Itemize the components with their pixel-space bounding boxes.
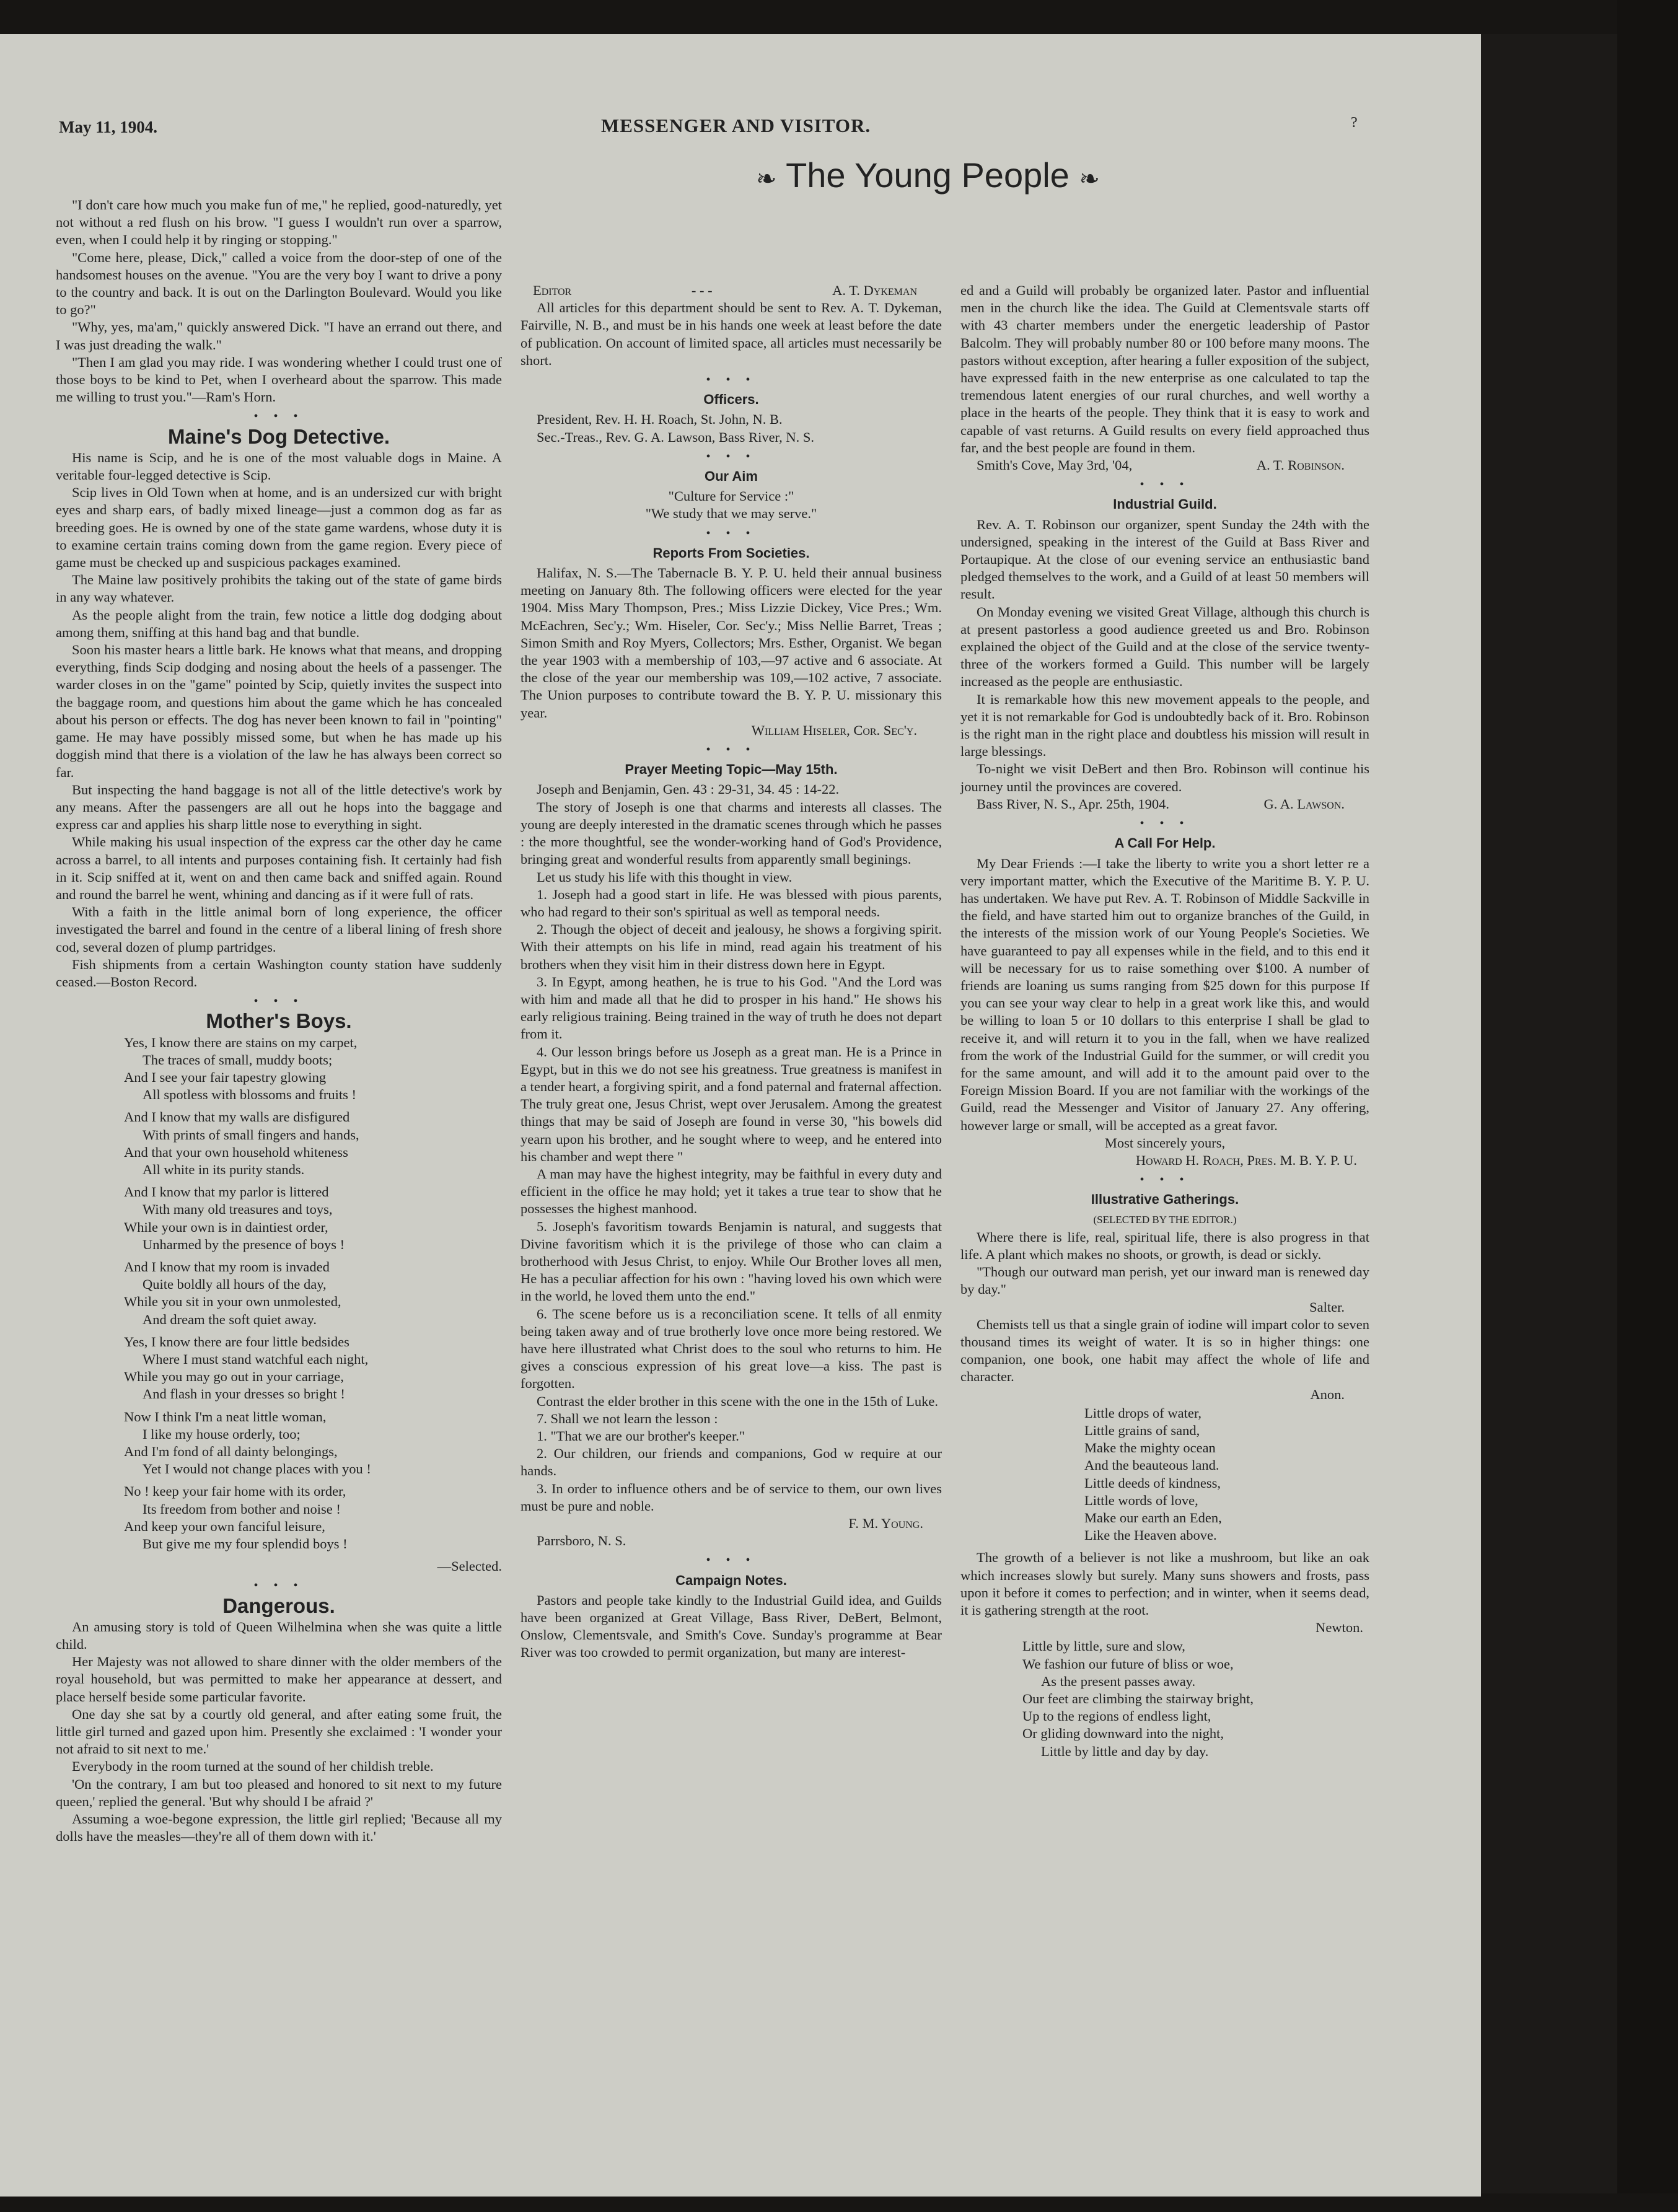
poem-line: And I see your fair tapestry glowing [124,1069,327,1085]
paragraph: Fish shipments from a certain Washington county station have suddenly ceased.—Boston Record. [56,956,502,990]
paragraph: With a faith in the little animal born of long experience, the officer investigated the barrel and found in the centre of a liberal lining of fresh shore cod, several dozen of plump partridges. [56,904,502,955]
poem-line: We fashion our future of bliss or woe, [1022,1656,1234,1672]
paragraph: 2. Though the object of deceit and jealousy, he shows a forgiving spirit. With their attempts on his life in mind, read again his treatment of his brothers when they visit him in their distress down here in Egypt. [521,921,942,972]
poem-line: And I'm fond of all dainty belongings, [124,1444,338,1460]
officer-line: Sec.-Treas., Rev. G. A. Lawson, Bass River, N. S. [537,429,815,445]
officer-line: President, Rev. H. H. Roach, St. John, N. B. [537,411,783,428]
paragraph: Soon his master hears a little bark. He knows what that means, and dropping everything, finds Scip dodging and nosing about the heels of a passenger. The warder closes in on the "game" pointed by Scip, quietly invites the suspect into the baggage room, and questions him about the game which he has concealed about his person or effects. The dog has never been known to fail in "pointing" game. He may have possibly missed some, but when he has made up his doggish mind that there is a violation of the law he has always been correct so far. [56,642,502,780]
signature-place: Smith's Cove, May 3rd, '04, [977,457,1133,473]
poem-mothers-boys [56,1034,502,1553]
signature-place: Bass River, N. S., Apr. 25th, 1904. [977,796,1169,812]
paragraph: 'On the contrary, I am but too pleased and honored to sit next to my future queen,' replied the general. 'But why should I be afraid ?' [56,1776,502,1809]
campaign-continued: ed and a Guild will probably be organized later. Pastor and influential men in the church like the idea. The Guild at Clementsvale starts off with 43 charter members under the energetic leadership of Pastor Balcolm. They will probably number 80 or 100 before many moons. The pastors without exception, after hearing a fuller exposition of the subject, have expressed faith in the new enterprise as one calculated to tap the tremendous latent energies of our rural churches, and well worthy a place in the hearts of the people. They think that it is easy to work and capable of vast returns. A Guild results on every field approached thus far, and the best people are found in them. [960,283,1369,455]
poem-line: No ! keep your fair home with its order, [124,1483,346,1499]
separator-stars: • • • [1140,1173,1190,1187]
separator-stars: • • • [706,526,757,540]
paragraph: Assuming a woe-begone expression, the little girl replied; 'Because all my dolls have the measles—they're all of them down with it.' [56,1811,502,1845]
paragraph: 3. In order to influence others and be of service to them, our own lives must be pure and noble. [521,1480,942,1514]
scan-border-right [1617,0,1678,2212]
poem-line: And that your own household whiteness [124,1144,348,1160]
page-mark: ? [1351,115,1358,131]
paragraph: To-night we visit DeBert and then Bro. Robinson will continue his journey until the provinces are covered. [960,761,1369,794]
poem-line: Up to the regions of endless light, [1022,1708,1211,1724]
paragraph: "Why, yes, ma'am," quickly answered Dick. "I have an errand out there, and I was just dreading the walk." [56,319,502,353]
poem-line: The traces of small, muddy boots; [143,1051,333,1068]
poem-line: Its freedom from bother and noise ! [143,1501,341,1517]
help-title: A Call For Help. [1114,835,1216,851]
paragraph: Everybody in the room turned at the sound of her childish treble. [72,1758,434,1775]
paragraph: One day she sat by a courtly old general, and after eating some fruit, the little girl turned and gazed upon him. Presently she exclaimed : 'I wonder your not afraid to sit next to me.' [56,1706,502,1757]
aim-title: Our Aim [705,468,758,485]
poem-stanza [124,1333,502,1403]
prayer-reference: Joseph and Benjamin, Gen. 43 : 29-31, 34. 45 : 14-22. [537,781,840,797]
section-title [756,155,1100,195]
paragraph: A man may have the highest integrity, may be faithful in every duty and efficient in the office he may hold; yet it takes a true tear to show that he possesses the highest manhood. [521,1165,942,1217]
poem-line: And I know that my parlor is littered [124,1184,329,1200]
paragraph: 4. Our lesson brings before us Joseph as a great man. He is a Prince in Egypt, but in this we do not see his greatness. True greatness is manifest in a tender heart, a forgiving spirit, and a fond paternal and fraternal affection. The truly great one, Jesus Christ, wept over Jerusalem. Among the greatest things that may be said of Joseph are found in verse 30, "his bowels did yearn upon his brother, and he sought where to weep, and he entered into his chamber and wept there " [521,1043,942,1164]
reports-text: Halifax, N. S.—The Tabernacle B. Y. P. U. held their annual business meeting on January 8th. The following officers were elected for the year 1904. Miss Mary Thompson, Pres.; Miss Lizzie Dickey, Vice Pres.; Wm. McEachren, Sec'y.; Wm. Hiseler, Cor. Sec'y.; Miss Nellie Barret, Treas ; Simon Smith and Roy Myers, Collectors; Mrs. Esther, Organist. We began the year 1903 with a membership of 103,—97 active and 6 associate. At the close of the year our membership was 109,—102 active, 7 associate. The Union purposes to contribute toward the B. Y. P. U. missionary this year. [521,565,942,721]
prayer-title: Prayer Meeting Topic—May 15th. [625,761,838,778]
poem-line: And flash in your dresses so bright ! [143,1386,345,1402]
column-left [56,196,502,1845]
paragraph: "Come here, please, Dick," called a voice from the door-step of one of the handsomest houses on the avenue. "You are the very boy I want to drive a pony to the country and back. It is out on the Darlington Boulevard. Would you like to go?" [56,249,502,318]
poem-line: Make the mighty ocean [1084,1440,1216,1456]
poem-line: Quite boldly all hours of the day, [143,1276,327,1293]
poem-line: And the beauteous land. [1084,1457,1219,1473]
article-title-boys: Mother's Boys. [206,1009,352,1033]
separator-stars: • • • [706,743,757,757]
paragraph: 5. Joseph's favoritism towards Benjamin is natural, and suggests that Divine favoritism which it is the privilege of those who can claim a brotherhood with Jesus Christ, to enjoy. While Our Brother loves all men, He has a peculiar affection for his own : "having loved his own which were in the world, he loved them unto the end." [521,1218,942,1304]
scan-border-top [0,0,1678,34]
paragraph: 1. Joseph had a good start in life. He was blessed with pious parents, who had regard to their son's spiritual as well as temporal needs. [521,886,942,919]
campaign-title: Campaign Notes. [675,1572,787,1588]
poem-stanza [124,1108,502,1178]
article-title-dog: Maine's Dog Detective. [167,424,390,448]
masthead: MESSENGER AND VISITOR. [601,115,871,136]
poem-stanza [124,1483,502,1553]
editor-line [521,282,942,299]
paragraph: His name is Scip, and he is one of the most valuable dogs in Maine. A veritable four-legged detective is Scip. [56,449,502,483]
campaign-signature [960,457,1369,474]
illustrative-subtitle: (SELECTED BY THE EDITOR.) [1093,1213,1237,1226]
poem-line: Little by little, sure and slow, [1022,1638,1185,1654]
help-closing: Most sincerely yours, [1104,1135,1226,1151]
paragraph: Rev. A. T. Robinson our organizer, spent Sunday the 24th with the undersigned, speaking in the interest of the Guild at Bass River and Portaupique. At the close of our evening service an enthusiastic band pledged themselves to the work, and a Guild of at least 50 members will result. [960,516,1369,602]
paragraph: On Monday evening we visited Great Village, although this church is at present pastorless a good audience greeted us and Bro. Robinson explained the object of the Guild and at the close of the service twenty-three of the workers formed a Guild. This number will be largely increased as the people are enthusiastic. [960,603,1369,690]
column-middle [521,282,942,1662]
issue-date: May 11, 1904. [59,118,157,136]
poem-line: Little grains of sand, [1084,1423,1200,1438]
poem-line: While your own is in daintiest order, [124,1219,328,1235]
prayer-place: Parrsboro, N. S. [537,1533,626,1549]
editor-note: All articles for this department should be sent to Rev. A. T. Dykeman, Fairville, N. B., and must be in his hands one week at least before the date of publication. On account of limited space, all articles must necessarily be short. [521,300,942,368]
poem-stanza [124,1183,502,1253]
poem-line: And dream the soft quiet away. [143,1311,317,1327]
paragraph: "I don't care how much you make fun of me," he replied, good-naturedly, yet not without a red flush on his brow. "I guess I wouldn't run over a sparrow, even, when I could help it by ringing or stopping." [56,197,502,248]
separator-stars: • • • [706,449,757,463]
paragraph: As the people alight from the train, few notice a little dog dodging about among them, sniffing at this hand bag and that bundle. [56,607,502,640]
poem-stanza [124,1034,502,1104]
separator-stars: • • • [706,373,757,387]
paragraph: Chemists tell us that a single grain of iodine will impart color to seven thousand times its weight of water. It is so in higher things: one companion, one book, one habit may affect the whole of life and character. [960,1316,1369,1385]
poem-line: All spotless with blossoms and fruits ! [143,1087,357,1103]
poem-line: With many old treasures and toys, [143,1201,333,1218]
paragraph: 6. The scene before us is a reconciliation scene. It tells of all enmity being taken away and of true brotherly love once more being restored. We have here illustrated what Christ does to the soul who returns to him. He gives a conscious expression of his great love—a kiss. The past is forgotten. [521,1306,942,1392]
paragraph: An amusing story is told of Queen Wilhelmina when she was quite a little child. [56,1618,502,1652]
poem-stanza [124,1408,502,1478]
poem-line: Make our earth an Eden, [1084,1510,1222,1526]
poem-line: And keep your own fanciful leisure, [124,1518,325,1534]
poem-line: Little words of love, [1084,1492,1198,1508]
campaign-text: Pastors and people take kindly to the Industrial Guild idea, and Guilds have been organized at Great Village, Bass River, DeBert, Belmont, Onslow, Clementsvale, and Smith's Cove. Sunday's programme at Bear River was too crowded to permit organization, but many are interest- [521,1592,942,1661]
paragraph: The Maine law positively prohibits the taking out of the state of game birds in any way whatever. [56,572,502,605]
newspaper-page [0,34,1481,2197]
paragraph: Contrast the elder brother in this scene with the one in the 15th of Luke. [537,1393,938,1409]
separator-stars: • • • [1140,478,1190,492]
poem-line: Yes, I know there are stains on my carpet, [124,1034,358,1050]
help-text: My Dear Friends :—I take the liberty to write you a short letter re a very important matter, which the Executive of the Maritime B. Y. P. U. has undertaken. We have put Rev. A. T. Robinson of Middle Sackville in the field, and have started him out to organize branches of the Guild, in the interests of the mission work of our Young People's Societies. We have guaranteed to pay all expenses while in the field, and to this end it will be necessary for us to raise something over $100. A number of friends are loaning us sums ranging from $25 down for this purpose If you can see your way clear to help in a great work like this, and would be willing to loan 5 or 10 dollars to this enterprise I shall be glad to receive it, and will return it to you in the fall, when we have realized from the work of the Industrial Guild for the summer, or will credit you for the same amount, and will add it to the amount paid over to the Foreign Mission Board. If you are not familiar with the workings of the Guild, read the Messenger and Visitor of January 27. Any offering, however large or small, will be accepted as a great favor. [960,855,1369,1133]
aim-line: "We study that we may serve." [645,506,817,522]
paragraph: Let us study his life with this thought in view. [537,869,793,885]
poem-little-drops [960,1405,1369,1545]
paragraph: "Then I am glad you may ride. I was wondering whether I could trust one of those boys to be kind to Pet, when I overheard about the sparrow. This made me willing to trust you."—Ram's Horn. [56,354,502,405]
editor-label: Editor [533,283,572,298]
aim-line: "Culture for Service :" [668,488,794,504]
ornament-left-icon: ❧ [756,165,777,193]
poem-line: And I know that my room is invaded [124,1258,330,1275]
poem-little-by-little [960,1638,1369,1760]
poem-line: With prints of small fingers and hands, [143,1126,359,1143]
poem-line: But give me my four splendid boys ! [143,1536,348,1552]
prayer-signature: F. M. Young. [848,1516,923,1532]
poem-line: Now I think I'm a neat little woman, [124,1408,327,1424]
help-signature: Howard H. Roach, Pres. M. B. Y. P. U. [1135,1152,1357,1168]
quote-attribution: Salter. [1309,1299,1345,1315]
ornament-right-icon: ❧ [1079,165,1100,193]
quote-attribution: Newton. [1316,1620,1363,1636]
section-title-text: The Young People [786,156,1070,195]
reports-title: Reports From Societies. [652,545,810,561]
poem-line: Little drops of water, [1084,1405,1202,1421]
poem-line: While you sit in your own unmolested, [124,1294,341,1310]
quote-attribution: Anon. [1310,1386,1345,1402]
signature-name: G. A. Lawson. [1263,796,1345,812]
guild-title: Industrial Guild. [1113,496,1217,512]
paragraph: 7. Shall we not learn the lesson : [537,1410,718,1426]
reports-signature: William Hiseler, Cor. Sec'y. [751,722,917,738]
poem-line: Like the Heaven above. [1084,1527,1217,1543]
paragraph: 2. Our children, our friends and companions, God w require at our hands. [521,1446,942,1479]
paragraph: The story of Joseph is one that charms and interests all classes. The young are deeply interested in the dramatic scenes through which he passes : the more thoughtful, see the wonder-working hand of God's Providence, bringing great and wonderful results from apparently small beginings. [521,799,942,867]
poem-line: Yes, I know there are four little bedsides [124,1333,349,1350]
poem-line: Little deeds of kindness, [1084,1475,1221,1491]
poem-line: Little by little and day by day. [1041,1743,1209,1759]
poem-line: Yet I would not change places with you ! [143,1461,371,1477]
poem-line: Unharmed by the presence of boys ! [143,1236,345,1252]
paragraph: Where there is life, real, spiritual life, there is also progress in that life. A plant which makes no shoots, or growth, is dead or sickly. [960,1229,1369,1262]
paragraph: 3. In Egypt, among heathen, he is true to his God. "And the Lord was with him and made all that he did to prosper in his hand." He shows his early religious training. Being trained in the way of truth he does not depart from it. [521,973,942,1042]
officers-title: Officers. [703,392,759,408]
paragraph: Scip lives in Old Town when at home, and is an undersized cur with bright eyes and sharp ears, of badly mixed lineage—just a common dog as far as breeding goes. He is owned by one of the state game wardens, whose duty it is to examine certain trains coming down from the game region. Every piece of game must be checked up and suspicious packages examined. [56,485,502,571]
poem-line: I like my house orderly, too; [143,1426,301,1442]
signature-name: A. T. Robinson. [1256,457,1345,473]
paragraph: It is remarkable how this new movement appeals to the people, and yet it is not remarkable for God is undoubtedly back of it. Bro. Robinson is the right man in the right place and doubtless his mission will result in large blessings. [960,691,1369,760]
paragraph: While making his usual inspection of the express car the other day he came across a barrel, to all intents and purposes containing fish. It certainly had fish in it. Scip sniffed at it, went on and then came back and sniffed again. Round and round the barrel he went, whining and dancing as if it were full of rats. [56,834,502,902]
poem-line: All white in its purity stands. [143,1161,305,1177]
poem-line: Where I must stand watchful each night, [143,1351,369,1367]
poem-line: As the present passes away. [1041,1673,1196,1689]
editor-name: A. T. Dykeman [832,283,917,298]
editor-dashes: - - - [691,283,713,298]
paragraph: "Though our outward man perish, yet our inward man is renewed day by day." [960,1264,1369,1297]
separator-stars: • • • [1140,817,1190,831]
paragraph: 1. "That we are our brother's keeper." [537,1428,745,1444]
article-title-dangerous: Dangerous. [222,1594,335,1617]
paragraph: Her Majesty was not allowed to share dinner with the older members of the royal household, but was permitted to make her appearance at dessert, and place herself beside some particular favorite. [56,1654,502,1705]
guild-signature [960,796,1369,813]
separator-stars: • • • [253,994,304,1009]
column-right [960,282,1369,1765]
paragraph: But inspecting the hand baggage is not all of the little detective's work by any means. After the passengers are all out he hops into the baggage and express car and applies his sharp little nose to everything in sight. [56,781,502,833]
poem-line: Or gliding downward into the night, [1022,1726,1224,1742]
paragraph: The growth of a believer is not like a mushroom, but like an oak which increases slowly but surely. Many suns showers and frosts, pass upon it before it comes to perfection; and in winter, when it seems dead, it is gathering strength at the root. [960,1550,1369,1618]
poem-signature: —Selected. [437,1558,502,1574]
poem-line: Our feet are climbing the stairway bright, [1022,1691,1254,1707]
separator-stars: • • • [253,410,304,424]
poem-stanza [124,1258,502,1328]
illustrative-title: Illustrative Gatherings. [1091,1192,1239,1208]
poem-line: And I know that my walls are disfigured [124,1109,350,1125]
poem-line: While you may go out in your carriage, [124,1369,344,1385]
separator-stars: • • • [706,1553,757,1568]
separator-stars: • • • [253,1579,304,1593]
